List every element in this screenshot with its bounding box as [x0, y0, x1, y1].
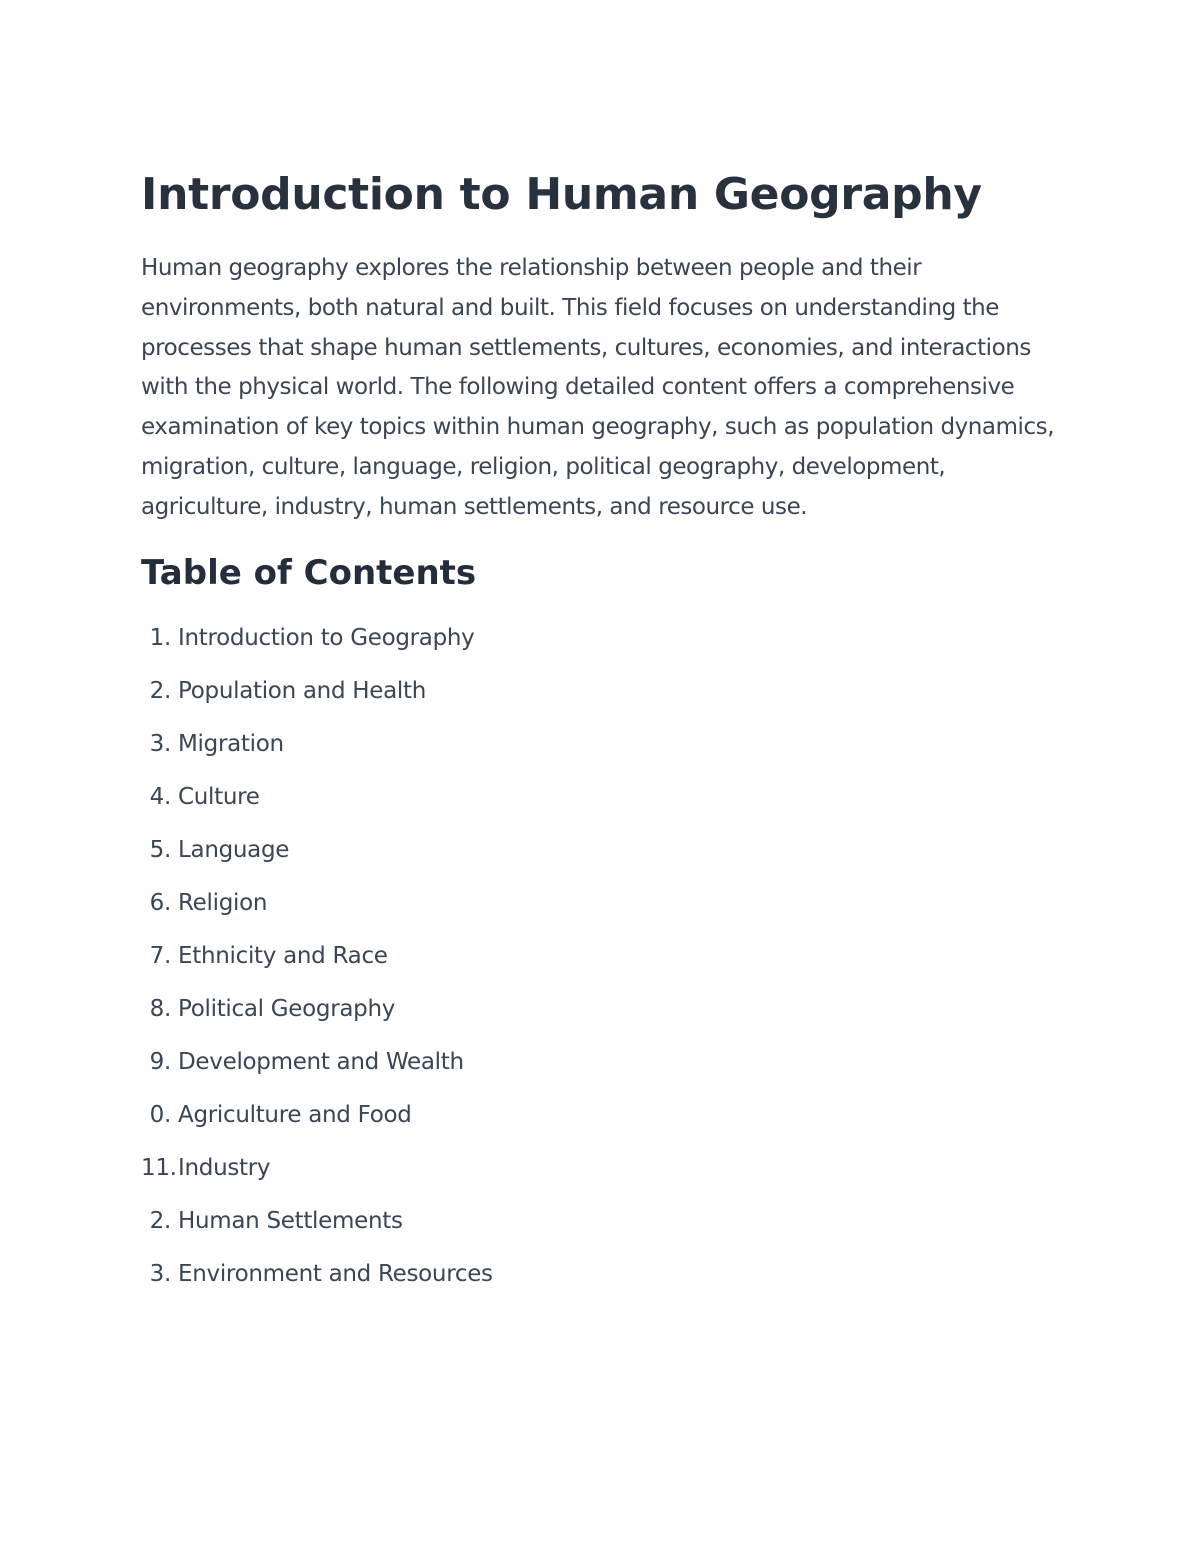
- toc-item-label: Political Geography: [178, 995, 396, 1022]
- toc-item: [141, 619, 1061, 672]
- toc-item-number: 4.: [149, 783, 171, 810]
- toc-item-number: 2.: [149, 1207, 171, 1234]
- toc-item-label: Development and Wealth: [178, 1048, 464, 1075]
- toc-item: [141, 1149, 1061, 1202]
- toc-item-number: 0.: [149, 1101, 171, 1128]
- table-of-contents: [141, 619, 1061, 1308]
- toc-item-label: Human Settlements: [178, 1207, 403, 1234]
- toc-item: [141, 884, 1061, 937]
- toc-item: [141, 1202, 1061, 1255]
- toc-item-number: 2.: [149, 677, 171, 704]
- document-page: [141, 160, 1061, 1308]
- toc-item-number: 6.: [149, 889, 171, 916]
- toc-item-number: 9.: [149, 1048, 171, 1075]
- toc-item-label: Migration: [178, 730, 284, 757]
- toc-item: [141, 990, 1061, 1043]
- intro-paragraph: Human geography explores the relationship between people and their environments, both natural and built. This field focuses on understanding the processes that shape human settlements, cultures, economies, and interactions with the physical world. The following detailed content offers a comprehensive examination of key topics within human geography, such as population dynamics, migration, culture, language, religion, political geography, development, agriculture, industry, human settlements, and resource use.: [141, 255, 1055, 520]
- toc-item-label: Environment and Resources: [178, 1260, 493, 1287]
- toc-heading: Table of Contents: [141, 552, 477, 593]
- toc-item-label: Ethnicity and Race: [178, 942, 388, 969]
- toc-item-number: 11.: [141, 1154, 177, 1181]
- page-title: Introduction to Human Geography: [141, 169, 982, 220]
- toc-item: [141, 937, 1061, 990]
- toc-item: [141, 831, 1061, 884]
- toc-item-number: 8.: [149, 995, 171, 1022]
- toc-item-label: Industry: [178, 1154, 271, 1181]
- toc-item-number: 3.: [149, 1260, 171, 1287]
- toc-item: [141, 778, 1061, 831]
- toc-item-number: 1.: [149, 624, 171, 651]
- toc-item: [141, 1043, 1061, 1096]
- toc-item-label: Agriculture and Food: [178, 1101, 412, 1128]
- toc-item-label: Culture: [178, 783, 260, 810]
- toc-item: [141, 1255, 1061, 1308]
- toc-item-label: Religion: [178, 889, 268, 916]
- toc-item-number: 7.: [149, 942, 171, 969]
- toc-item-number: 3.: [149, 730, 171, 757]
- toc-item-label: Population and Health: [178, 677, 426, 704]
- toc-item-number: 5.: [149, 836, 171, 863]
- toc-item: [141, 672, 1061, 725]
- toc-item: [141, 725, 1061, 778]
- toc-item: [141, 1096, 1061, 1149]
- toc-item-label: Language: [178, 836, 290, 863]
- toc-item-label: Introduction to Geography: [178, 624, 475, 651]
